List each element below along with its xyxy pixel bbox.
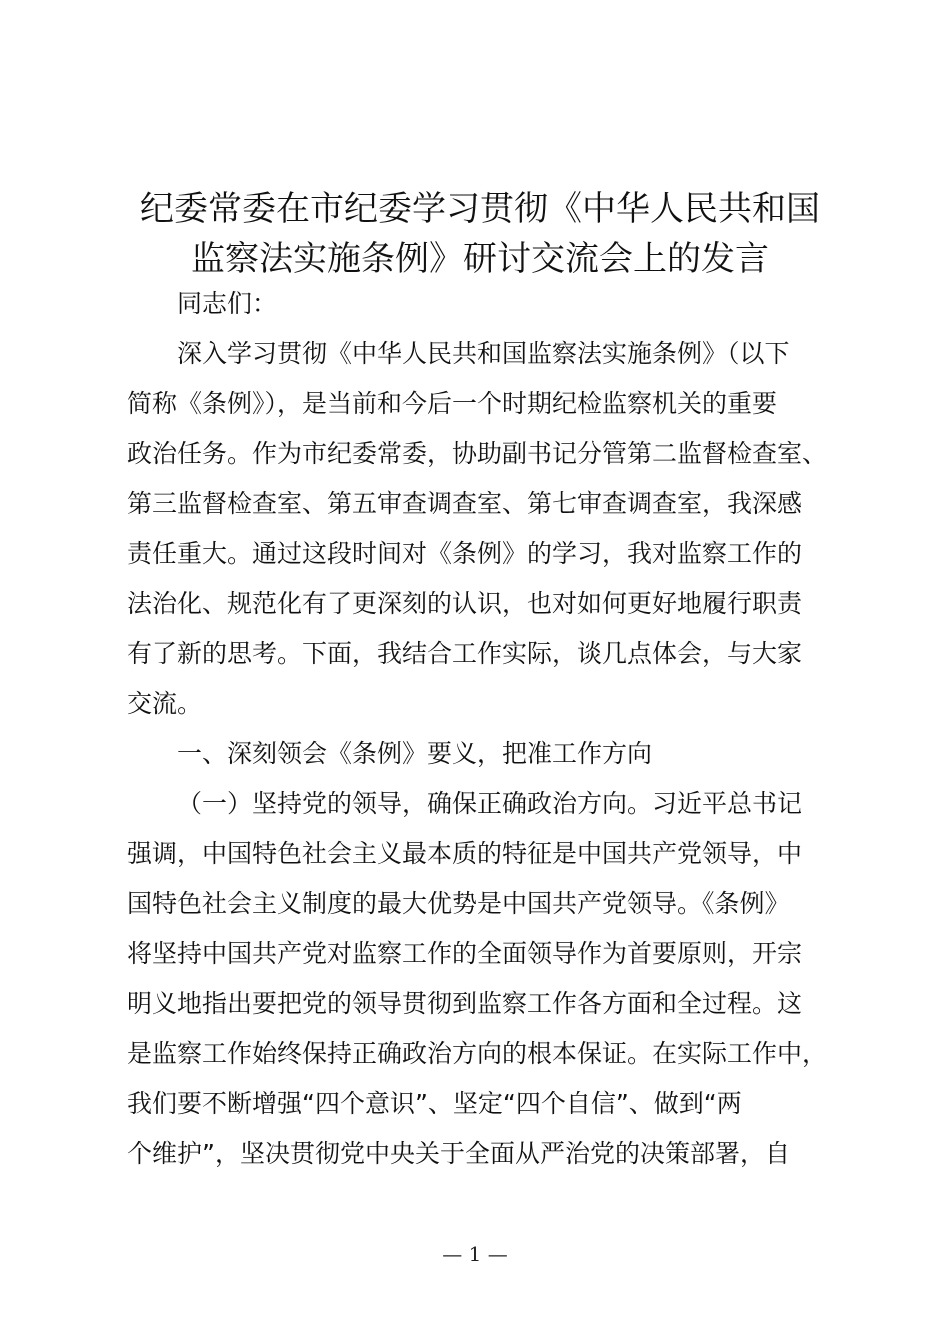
paragraph-line: 有了新的思考。下面，我结合工作实际，谈几点体会，与大家 (127, 639, 803, 668)
title-line-2: 监察法实施条例》研讨交流会上的发言 (191, 239, 769, 279)
paragraph-line: 第三监督检查室、第五审查调查室、第七审查调查室，我深感 (127, 489, 803, 518)
paragraph-line: 将坚持中国共产党对监察工作的全面领导作为首要原则，开宗 (127, 939, 803, 968)
paragraph-line: 法治化、规范化有了更深刻的认识，也对如何更好地履行职责 (127, 589, 803, 618)
paragraph-line: 责任重大。通过这段时间对《条例》的学习，我对监察工作的 (127, 539, 803, 568)
paragraph-line: 我们要不断增强“四个意识”、坚定“四个自信”、做到“两 (127, 1089, 742, 1118)
paragraph-line: 政治任务。作为市纪委常委，协助副书记分管第二监督检查室、 (127, 439, 828, 468)
paragraph-line: 交流。 (127, 689, 203, 718)
document-body (127, 279, 847, 1179)
paragraph-line: 简称《条例》），是当前和今后一个时期纪检监察机关的重要 (127, 389, 778, 418)
salutation: 同志们： (177, 289, 278, 318)
paragraph-line: 国特色社会主义制度的最大优势是中国共产党领导。《条例》 (127, 889, 790, 918)
paragraph-line: 是监察工作始终保持正确政治方向的根本保证。在实际工作中， (127, 1039, 828, 1068)
paragraph-line: （一）坚持党的领导，确保正确政治方向。习近平总书记 (177, 789, 803, 818)
section-heading: 一、深刻领会《条例》要义，把准工作方向 (177, 739, 653, 768)
title-line-1: 纪委常委在市纪委学习贯彻《中华人民共和国 (140, 189, 820, 229)
paragraph-line: 深入学习贯彻《中华人民共和国监察法实施条例》（以下 (177, 339, 790, 368)
paragraph-line: 强调，中国特色社会主义最本质的特征是中国共产党领导，中 (127, 839, 803, 868)
page-number: — 1 — (442, 1242, 508, 1266)
document-title (100, 184, 860, 284)
paragraph-line: 个维护”，坚决贯彻党中央关于全面从严治党的决策部署，自 (127, 1139, 790, 1168)
paragraph-line: 明义地指出要把党的领导贯彻到监察工作各方面和全过程。这 (127, 989, 803, 1018)
